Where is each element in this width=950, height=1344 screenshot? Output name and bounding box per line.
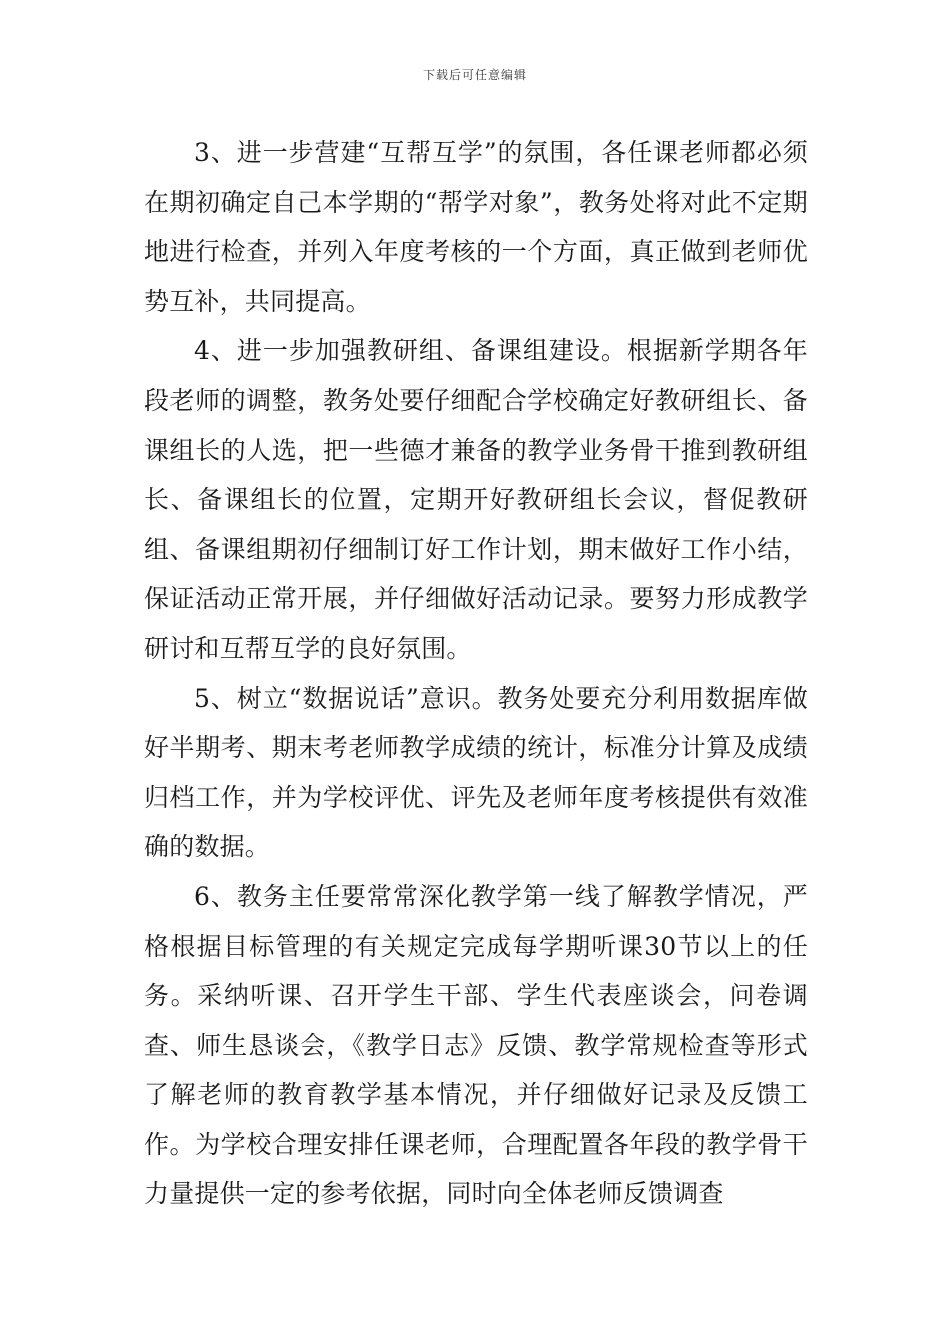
paragraph-item-4: 4、进一步加强教研组、备课组建设。根据新学期各年段老师的调整，教务处要仔细配合学校确定好教研组长、备课组长的人选，把一些德才兼备的教学业务骨干推到教研组长、备课组长的位置，定期开好教研组长会议，督促教研组、备课组期初仔细制订好工作计划，期末做好工作小结，保证活动正常开展，并仔细做好活动记录。要努力形成教学研讨和互帮互学的良好氛围。	[144, 336, 808, 663]
paragraph-item-6: 6、教务主任要常常深化教学第一线了解教学情况，严格根据目标管理的有关规定完成每学期听课30节以上的任务。采纳听课、召开学生干部、学生代表座谈会，问卷调查、师生恳谈会，《教学日志》反馈、教学常规检查等形式了解老师的教育教学基本情况，并仔细做好记录及反馈工作。为学校合理安排任课老师，合理配置各年段的教学骨干力量提供一定的参考依据，同时向全体老师反馈调查	[144, 881, 808, 1209]
download-note: 下载后可任意编辑	[422, 68, 527, 82]
document-body	[144, 128, 808, 1219]
paragraph-item-3: 3、进一步营建“互帮互学”的氛围，各任课老师都必须在期初确定自己本学期的“帮学对象”，教务处将对此不定期地进行检查，并列入年度考核的一个方面，真正做到老师优势互补，共同提高。	[144, 138, 808, 316]
paragraph-item-5: 5、树立“数据说话”意识。教务处要充分利用数据库做好半期考、期末考老师教学成绩的统计，标准分计算及成绩归档工作，并为学校评优、评先及老师年度考核提供有效准确的数据。	[144, 683, 808, 862]
